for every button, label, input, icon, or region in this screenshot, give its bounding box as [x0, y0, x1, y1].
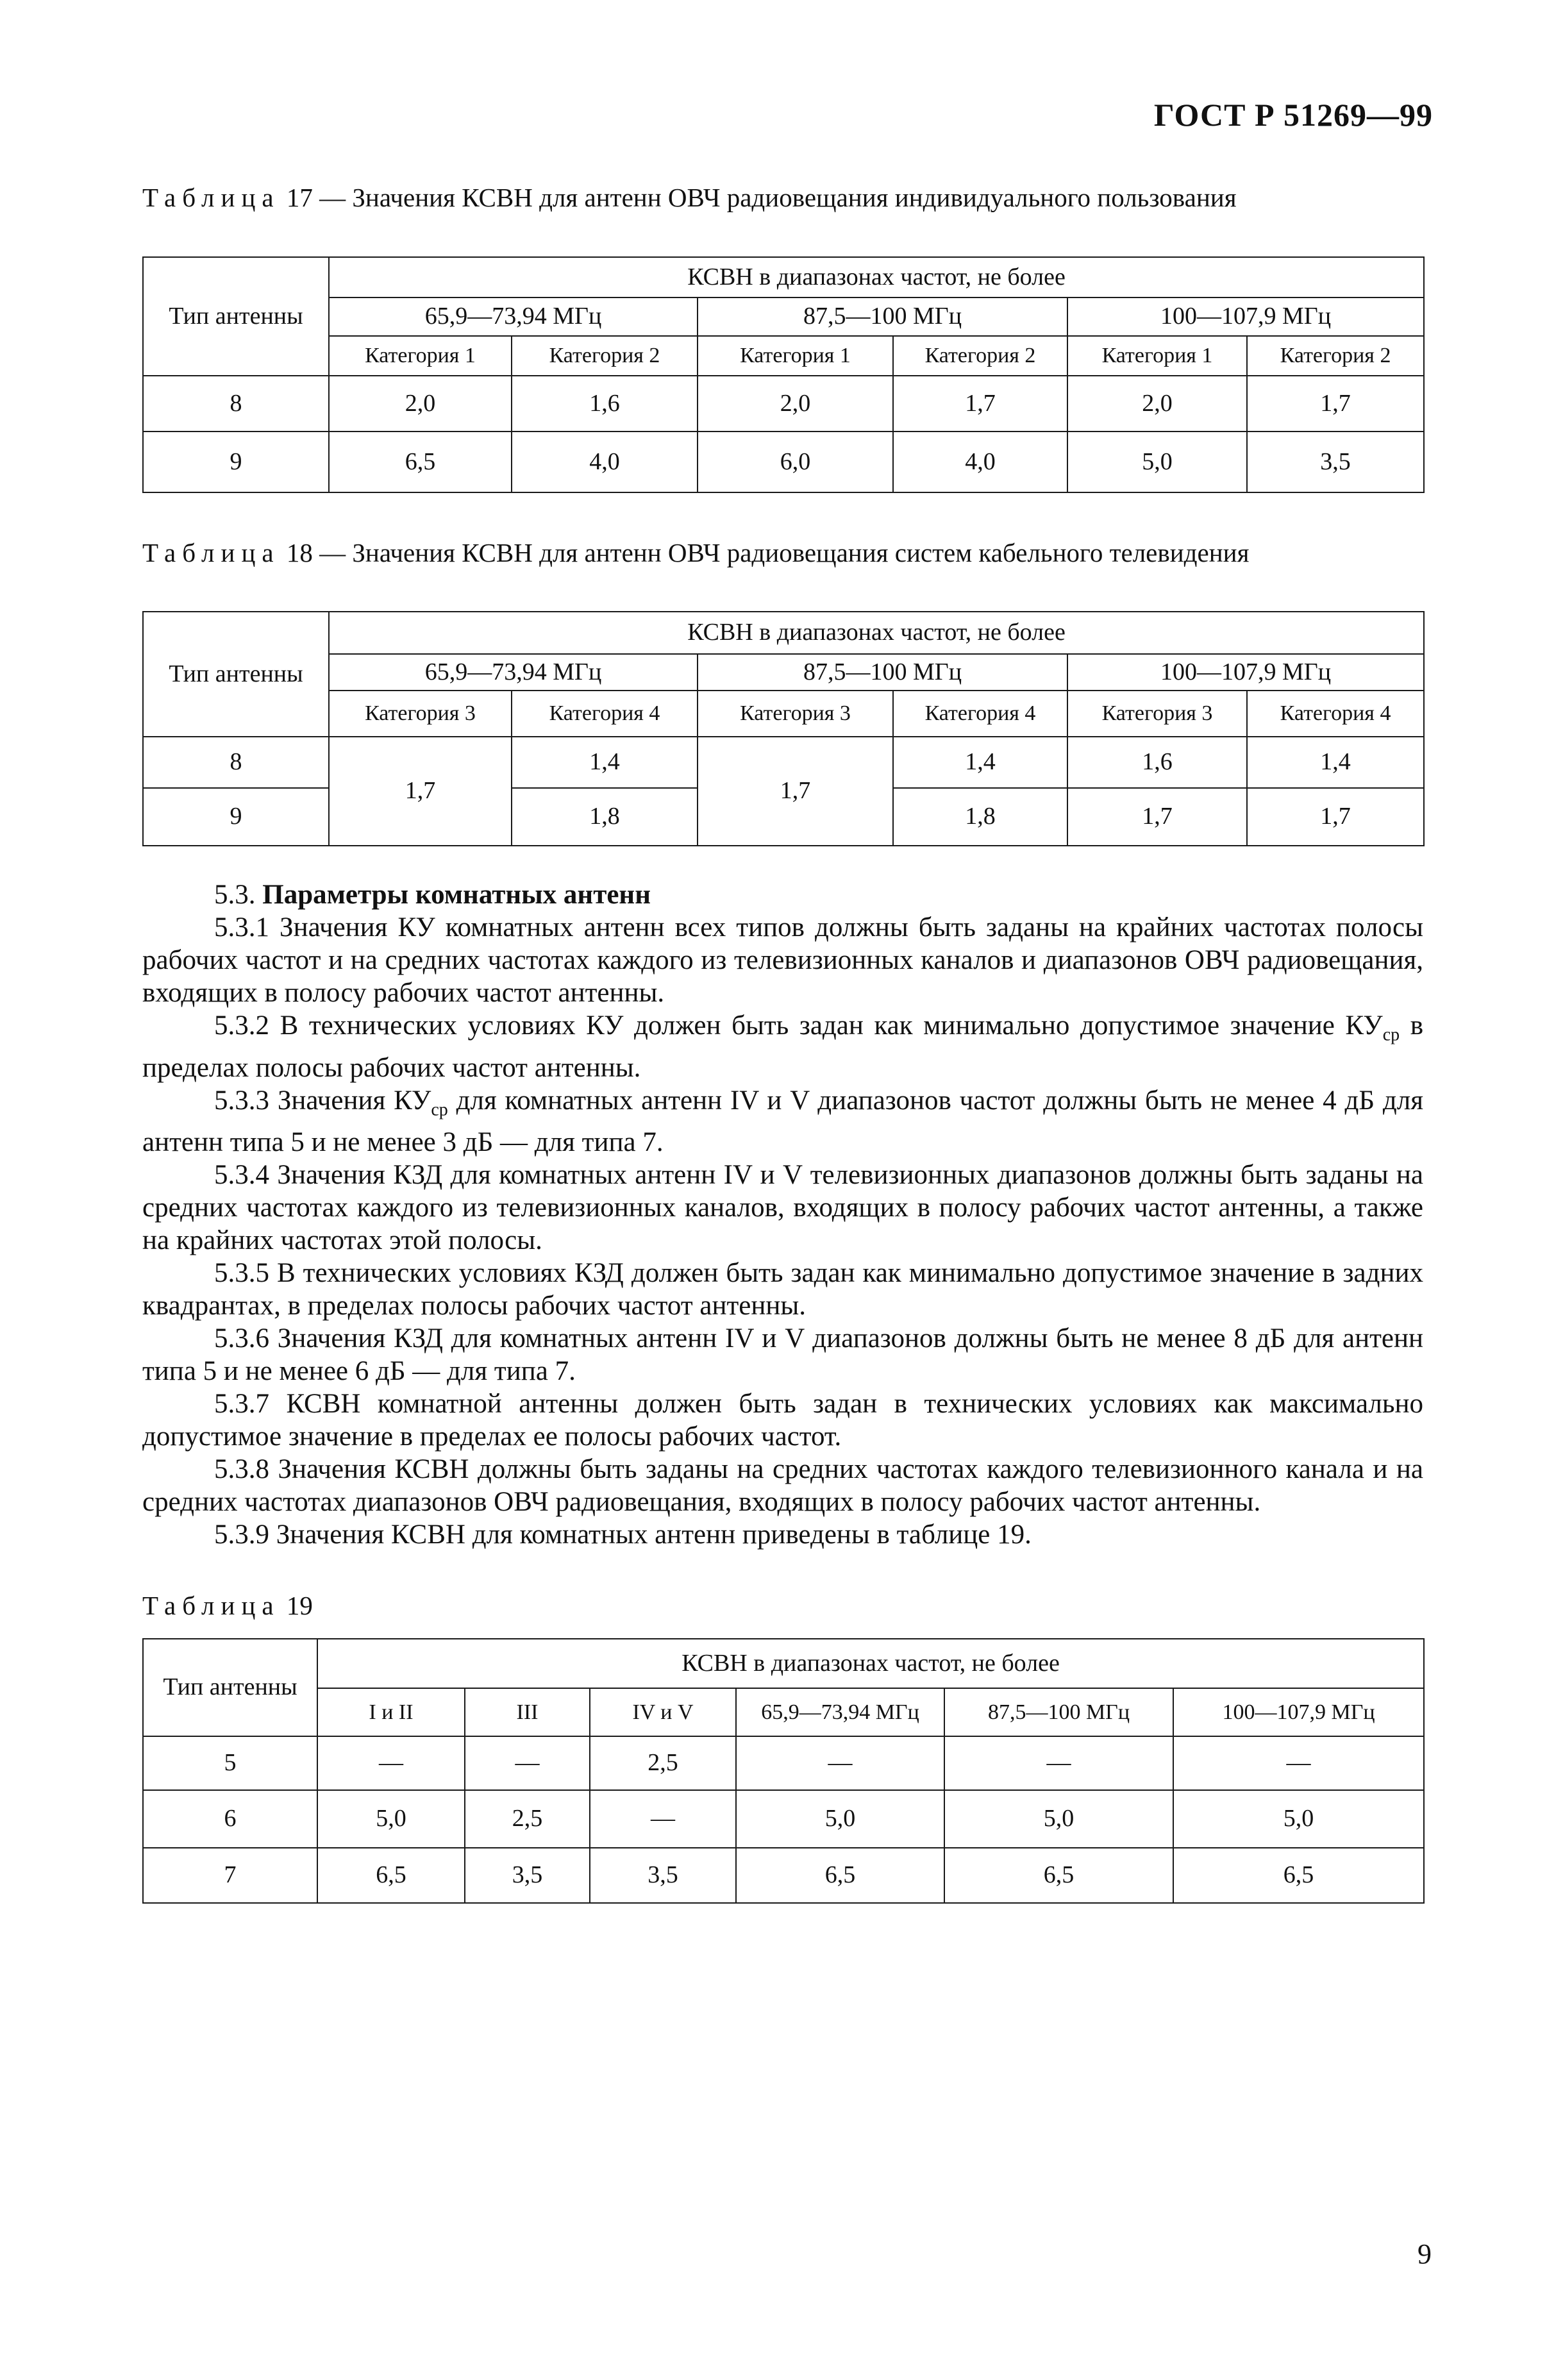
section-heading-number: 5.3.	[214, 880, 263, 910]
p533-subscript: ср	[431, 1100, 448, 1120]
value-cell: 2,5	[590, 1736, 736, 1790]
table-row	[143, 432, 1424, 492]
value-cell: 6,5	[944, 1848, 1173, 1903]
col-group-header: КСВН в диапазонах частот, не более	[329, 612, 1424, 654]
paragraph-5-3-4: 5.3.4 Значения КЗД для комнатных антенн IV и V телевизионных диапазонов должны быть заданы на средних частотах каждого из телевизионных каналов, входящих в полосу рабочих частот антенны, а также на крайних частотах этой полосы.	[142, 1160, 1423, 1256]
col-type-header: Тип антенны	[143, 612, 329, 737]
table-18	[142, 611, 1425, 846]
value-cell: —	[317, 1736, 465, 1790]
band-header: 100—107,9 МГц	[1067, 298, 1424, 336]
value-cell: 1,7	[1067, 788, 1247, 846]
section-5-3	[142, 878, 1423, 1551]
paragraph-5-3-6: 5.3.6 Значения КЗД для комнатных антенн IV и V диапазонов должны быть не менее 8 дБ для антенн типа 5 и не менее 6 дБ — для типа 7.	[142, 1323, 1423, 1387]
table-row	[143, 1790, 1424, 1848]
value-cell: 6,0	[698, 432, 893, 492]
band-header: 65,9—73,94 МГц	[736, 1688, 944, 1736]
col-type-header: Тип антенны	[143, 257, 329, 376]
col-group-header: КСВН в диапазонах частот, не более	[329, 257, 1424, 298]
band-header: 87,5—100 МГц	[944, 1688, 1173, 1736]
value-cell: —	[944, 1736, 1173, 1790]
paragraph-5-3-8: 5.3.8 Значения КСВН должны быть заданы на средних частотах каждого телевизионного канала и на средних частотах диапазонов ОВЧ радиовещания, входящих в полосу рабочих частот антенны.	[142, 1454, 1423, 1518]
paragraph-5-3-9: 5.3.9 Значения КСВН для комнатных антенн приведены в таблице 19.	[214, 1520, 1032, 1550]
antenna-type-cell: 8	[143, 376, 329, 432]
antenna-type-cell: 9	[143, 432, 329, 492]
table18-caption-lead: Таблица	[142, 538, 280, 567]
paragraph-5-3-5: 5.3.5 В технических условиях КЗД должен быть задан как минимально допустимое значение в задних квадрантах, в пределах полосы рабочих частот антенны.	[142, 1258, 1423, 1321]
category-header: Категория 3	[329, 691, 512, 737]
category-header: Категория 1	[698, 336, 893, 376]
merged-value-cell: 1,7	[698, 737, 893, 846]
band-header: 100—107,9 МГц	[1067, 654, 1424, 691]
value-cell: 2,0	[698, 376, 893, 432]
antenna-type-cell: 5	[143, 1736, 317, 1790]
value-cell: 6,5	[736, 1848, 944, 1903]
value-cell: 2,0	[329, 376, 512, 432]
category-header: Категория 4	[1247, 691, 1424, 737]
table17-caption-lead: Таблица	[142, 183, 280, 212]
value-cell: 5,0	[1173, 1790, 1424, 1848]
band-header: I и II	[317, 1688, 465, 1736]
value-cell: —	[736, 1736, 944, 1790]
table-row	[143, 737, 1424, 788]
antenna-type-cell: 8	[143, 737, 329, 788]
paragraph-5-3-2	[142, 1009, 1423, 1084]
antenna-type-cell: 6	[143, 1790, 317, 1848]
section-heading-title: Параметры комнатных антенн	[262, 880, 651, 910]
table17-caption	[142, 182, 1237, 213]
paragraph-5-3-7: 5.3.7 КСВН комнатной антенны должен быть задан в технических условиях как максимально допустимое значение в пределах ее полосы рабочих частот.	[142, 1389, 1423, 1452]
value-cell: 1,8	[893, 788, 1067, 846]
page-number: 9	[1417, 2238, 1432, 2270]
table18-caption	[142, 537, 1249, 568]
value-cell: 5,0	[1067, 432, 1247, 492]
table19-caption	[142, 1590, 313, 1621]
category-header: Категория 1	[329, 336, 512, 376]
value-cell: 1,6	[1067, 737, 1247, 788]
antenna-type-cell: 9	[143, 788, 329, 846]
table-19	[142, 1638, 1425, 1904]
table-row	[143, 1736, 1424, 1790]
value-cell: —	[465, 1736, 590, 1790]
col-type-header: Тип антенны	[143, 1639, 317, 1736]
value-cell: 4,0	[893, 432, 1067, 492]
p533-text-b: для комнатных антенн IV и V диапазонов частот должны быть не менее 4 дБ для антенн типа 5 и не менее 3 дБ — для типа 7.	[142, 1085, 1423, 1158]
value-cell: 1,7	[1247, 376, 1424, 432]
table19-caption-text: 19	[280, 1591, 313, 1620]
paragraph-5-3-1: 5.3.1 Значения КУ комнатных антенн всех типов должны быть заданы на крайних частотах полосы рабочих частот и на средних частотах каждого из телевизионных каналов и диапазонов ОВЧ радиовещания, входящих в полосу рабочих частот антенны.	[142, 912, 1423, 1008]
category-header: Категория 2	[893, 336, 1067, 376]
value-cell: 3,5	[1247, 432, 1424, 492]
table18-caption-text: 18 — Значения КСВН для антенн ОВЧ радиовещания систем кабельного телевидения	[280, 538, 1250, 567]
paragraph-5-3-3	[142, 1084, 1423, 1159]
value-cell: 5,0	[944, 1790, 1173, 1848]
band-header: 65,9—73,94 МГц	[329, 298, 698, 336]
category-header: Категория 2	[1247, 336, 1424, 376]
p532-subscript: ср	[1382, 1025, 1400, 1045]
category-header: Категория 4	[893, 691, 1067, 737]
table-17	[142, 256, 1425, 493]
section-heading	[142, 878, 1423, 911]
merged-value-cell: 1,7	[329, 737, 512, 846]
value-cell: 2,0	[1067, 376, 1247, 432]
value-cell: 4,0	[512, 432, 698, 492]
category-header: Категория 3	[1067, 691, 1247, 737]
value-cell: —	[590, 1790, 736, 1848]
antenna-type-cell: 7	[143, 1848, 317, 1903]
category-header: Категория 1	[1067, 336, 1247, 376]
value-cell: 3,5	[590, 1848, 736, 1903]
value-cell: 1,4	[893, 737, 1067, 788]
band-header: IV и V	[590, 1688, 736, 1736]
value-cell: 3,5	[465, 1848, 590, 1903]
category-header: Категория 3	[698, 691, 893, 737]
document-code: ГОСТ Р 51269—99	[1153, 97, 1433, 133]
p532-text-a: 5.3.2 В технических условиях КУ должен быть задан как минимально допустимое значение КУ	[214, 1010, 1383, 1041]
category-header: Категория 2	[512, 336, 698, 376]
band-header: 100—107,9 МГц	[1173, 1688, 1424, 1736]
value-cell: 2,5	[465, 1790, 590, 1848]
table17-caption-text: 17 — Значения КСВН для антенн ОВЧ радиовещания индивидуального пользования	[280, 183, 1237, 212]
value-cell: 5,0	[317, 1790, 465, 1848]
table19-caption-lead: Таблица	[142, 1591, 280, 1620]
col-group-header: КСВН в диапазонах частот, не более	[317, 1639, 1424, 1688]
value-cell: 6,5	[1173, 1848, 1424, 1903]
p533-text-a: 5.3.3 Значения КУ	[214, 1085, 431, 1116]
value-cell: 1,7	[893, 376, 1067, 432]
value-cell: 1,6	[512, 376, 698, 432]
value-cell: 6,5	[317, 1848, 465, 1903]
table-row	[143, 376, 1424, 432]
value-cell: 1,4	[1247, 737, 1424, 788]
band-header: 65,9—73,94 МГц	[329, 654, 698, 691]
p532-text-b: в пределах полосы рабочих частот антенны.	[142, 1010, 1423, 1083]
value-cell: 5,0	[736, 1790, 944, 1848]
value-cell: 1,4	[512, 737, 698, 788]
value-cell: 1,8	[512, 788, 698, 846]
value-cell: 1,7	[1247, 788, 1424, 846]
band-header: 87,5—100 МГц	[698, 298, 1067, 336]
band-header: III	[465, 1688, 590, 1736]
category-header: Категория 4	[512, 691, 698, 737]
band-header: 87,5—100 МГц	[698, 654, 1067, 691]
value-cell: —	[1173, 1736, 1424, 1790]
table-row	[143, 1848, 1424, 1903]
value-cell: 6,5	[329, 432, 512, 492]
